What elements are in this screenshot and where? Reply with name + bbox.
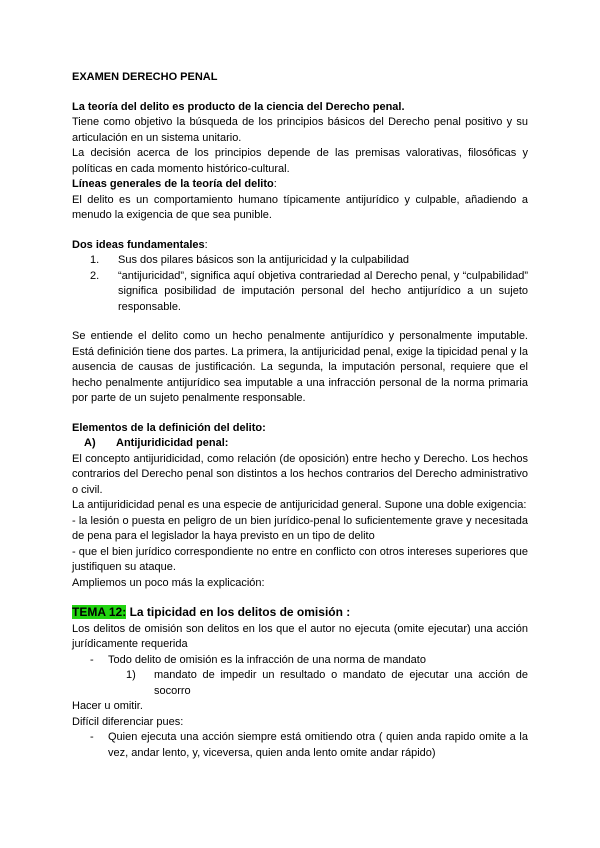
list-item-text: mandato de impedir un resultado o mandato de ejecutar una acción de socorro xyxy=(154,669,528,697)
topic-title: La tipicidad en los delitos de omisión : xyxy=(126,605,351,619)
dash-bullet: - xyxy=(90,653,94,666)
subheading-letter: A) xyxy=(84,437,96,449)
heading-colon: : xyxy=(273,178,277,190)
section-heading-ideas xyxy=(72,238,528,254)
document-page xyxy=(72,70,528,761)
list-item-text: Todo delito de omisión es la infracción de una norma de mandato xyxy=(108,653,426,666)
paragraph: - la lesión o puesta en peligro de un bien jurídico-penal lo suficientemente grave y necesitada de pena para el legislador la haya previsto en un tipo de delito xyxy=(72,514,528,542)
heading-colon: : xyxy=(204,238,208,251)
paragraph: La antijuridicidad penal es una especie de antijuricidad general. Supone una doble exigencia: xyxy=(72,499,527,511)
list-number: 2. xyxy=(90,269,100,282)
heading-text: Dos ideas fundamentales xyxy=(72,238,205,251)
paragraph: Los delitos de omisión son delitos en los que el autor no ejecuta (omite ejecutar) una acción jurídicamente requerida xyxy=(72,622,528,650)
paragraph: Difícil diferenciar pues: xyxy=(72,715,184,728)
paragraph: - que el bien jurídico correspondiente no entre en conflicto con otros intereses superiores que justifiquen su ataque. xyxy=(72,545,528,573)
paragraph: El delito es un comportamiento humano típicamente antijurídico y culpable, añadiendo a menudo la exigencia de que sea punible. xyxy=(72,193,528,221)
paragraph: Tiene como objetivo la búsqueda de los principios básicos del Derecho penal positivo y su articulación en un sistema unitario. xyxy=(72,116,528,144)
list-item-text: Quien ejecuta una acción siempre está omitiendo otra ( quien anda rapido omite a la vez, andar lento, y, viceversa, quien anda lento omite andar rápido) xyxy=(108,731,528,759)
numbered-list-item xyxy=(72,668,528,699)
list-number: 1. xyxy=(90,254,100,266)
dash-list-item xyxy=(72,730,528,761)
list-item xyxy=(72,253,528,269)
paragraph: Ampliemos un poco más la explicación: xyxy=(72,576,265,589)
dash-list-item xyxy=(72,653,528,669)
topic-tag: TEMA 12: xyxy=(72,605,127,619)
paragraph: Se entiende el delito como un hecho penalmente antijurídico y personalmente imputable. Está definición tiene dos partes. La primera, la antijuricidad penal, exige la tipicidad penal y la ausencia de causas de justificación. La segunda, la imputación personal, requiere que el hecho penalmente antijurídico sea imputable a una infracción personal de la norma primaria por parte de un sujeto penalmente responsable. xyxy=(72,330,528,404)
list-item-text: “antijuricidad”, significa aquí objetiva contrariedad al Derecho penal, y “culpabilidad” significa posibilidad de imputación personal del hecho antijurídico a un sujeto responsable. xyxy=(118,269,528,313)
paragraph: Hacer u omitir. xyxy=(72,700,143,712)
section-heading-lineas xyxy=(72,177,528,193)
subheading-text: Antijuridicidad penal: xyxy=(116,437,229,449)
list-item xyxy=(72,269,528,316)
section-heading-teoria: La teoría del delito es producto de la ciencia del Derecho penal. xyxy=(72,100,405,113)
dash-bullet: - xyxy=(90,731,94,743)
ideas-list xyxy=(72,253,528,315)
heading-text: Líneas generales de la teoría del delito xyxy=(72,178,274,190)
topic-heading xyxy=(72,605,528,622)
list-number: 1) xyxy=(126,669,136,681)
subheading-antijuridicidad xyxy=(72,436,528,452)
section-heading-elementos: Elementos de la definición del delito: xyxy=(72,421,266,434)
paragraph: El concepto antijuridicidad, como relación (de oposición) entre hecho y Derecho. Los hechos contrarios del Derecho penal son distintos a los hechos contrarios del Derecho administrativo o civil. xyxy=(72,452,528,496)
list-item-text: Sus dos pilares básicos son la antijuricidad y la culpabilidad xyxy=(118,254,410,266)
paragraph: La decisión acerca de los principios depende de las premisas valorativas, filosóficas y políticas en cada momento histórico-cultural. xyxy=(72,147,528,175)
document-title: EXAMEN DERECHO PENAL xyxy=(72,71,218,83)
